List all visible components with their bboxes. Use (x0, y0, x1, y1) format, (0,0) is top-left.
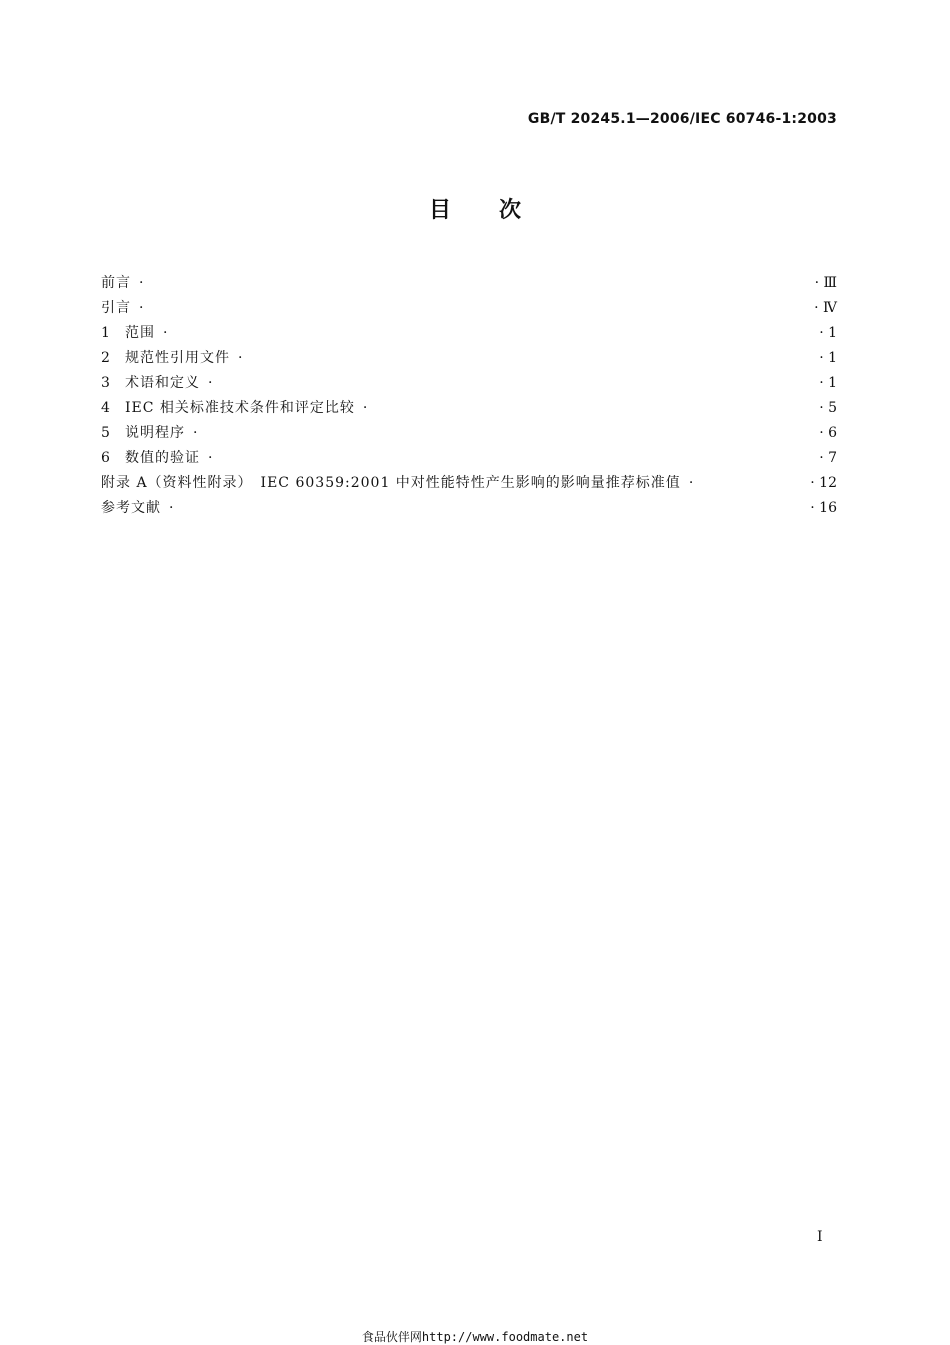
toc-entry-number: 3 (101, 375, 110, 391)
toc-entry-terms-definitions[interactable] (101, 371, 837, 396)
toc-entry-verification[interactable] (101, 446, 837, 471)
toc-entry-normative-references[interactable] (101, 346, 837, 371)
table-of-contents (101, 271, 837, 521)
leader-dot: · (169, 500, 174, 516)
toc-entry-scope[interactable] (101, 321, 837, 346)
toc-entry-page: · 16 (810, 500, 837, 516)
toc-entry-number: 2 (101, 350, 110, 366)
footer-watermark: 食品伙伴网http://www.foodmate.net (361, 1330, 589, 1344)
toc-entry-page: · 5 (819, 400, 837, 416)
toc-entry-number: 5 (101, 425, 110, 441)
leader-dot: · (163, 325, 168, 341)
toc-entry-page: · Ⅲ (814, 275, 837, 291)
leader-dot: · (193, 425, 198, 441)
toc-entry-label: 前言 (101, 275, 131, 291)
toc-entry-label: 参考文献 (101, 500, 161, 516)
toc-entry-page: · 12 (810, 475, 837, 491)
leader-dot: · (362, 400, 368, 416)
leader-dot: · (238, 350, 243, 366)
leader-dot: · (139, 300, 144, 316)
toc-entry-number: 1 (101, 325, 110, 341)
toc-entry-procedure[interactable] (101, 421, 837, 446)
toc-entry-annex-a[interactable] (101, 471, 837, 496)
leader-dot: · (139, 275, 144, 291)
page-number: I (817, 1229, 823, 1245)
toc-entry-label: 说明程序 (125, 425, 185, 441)
toc-entry-bibliography[interactable] (101, 496, 837, 521)
toc-entry-foreword[interactable] (101, 271, 837, 296)
toc-entry-page: · 6 (819, 425, 837, 441)
toc-entry-iec-comparison[interactable] (101, 396, 837, 421)
toc-entry-label: 规范性引用文件 (125, 350, 230, 366)
toc-entry-page: · 1 (819, 325, 837, 341)
toc-entry-page: · 1 (819, 375, 837, 391)
toc-entry-label: 引言 (101, 300, 131, 316)
leader-dot: · (208, 450, 213, 466)
toc-entry-label: 范围 (125, 325, 155, 341)
leader-dot: · (688, 475, 694, 491)
standard-code-header: GB/T 20245.1—2006/IEC 60746-1:2003 (527, 111, 837, 127)
toc-entry-label: 数值的验证 (125, 450, 200, 466)
toc-entry-label: 术语和定义 (125, 375, 200, 391)
toc-entry-number: 4 (101, 400, 110, 416)
toc-entry-number: 6 (101, 450, 110, 466)
toc-entry-page: · Ⅳ (814, 300, 837, 316)
leader-dot: · (208, 375, 213, 391)
toc-entry-label: IEC 相关标准技术条件和评定比较 (125, 400, 355, 416)
toc-entry-page: · 7 (819, 450, 837, 466)
toc-entry-page: · 1 (819, 350, 837, 366)
toc-entry-label: 附录 A（资料性附录） IEC 60359:2001 中对性能特性产生影响的影响量推荐标准值 (101, 475, 681, 491)
toc-entry-introduction[interactable] (101, 296, 837, 321)
page-title: 目次 (428, 198, 569, 223)
